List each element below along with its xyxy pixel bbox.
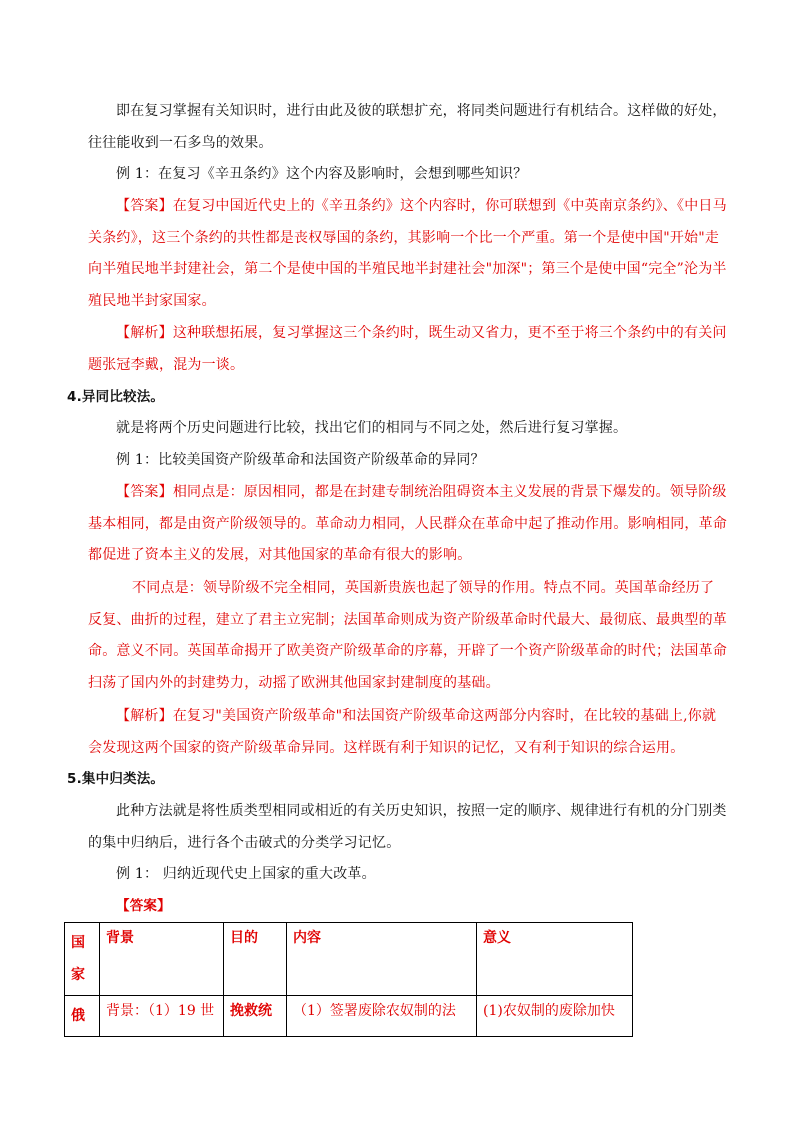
example-1-question-text: 例 1：在复习《辛丑条约》这个内容及影响时，会想到哪些知识？	[116, 166, 528, 182]
example-1-answer	[88, 191, 728, 317]
header-background: 背景	[100, 923, 224, 996]
table-header-row	[65, 923, 633, 996]
example-1-answer-text: 在复习中国近代史上的《辛丑条约》这个内容时，你可联想到《中英南京条约》、《中日马关条约》，这三个条约的共性都是丧权辱国的条约，其影响一个比一个严重。第一个是使中国"开始"走向半殖民地半封建社会，第二个是使中国的半殖民地半封建社会"加深"；第三个是使中国“完全”沦为半殖民地半封家国家。	[88, 198, 727, 309]
paragraph-intro	[88, 96, 728, 159]
paragraph-intro-text: 即在复习掌握有关知识时，进行由此及彼的联想扩充，将同类问题进行有机结合。这样做的好处，往往能收到一石多鸟的效果。	[88, 103, 727, 151]
example-4-answer	[88, 477, 728, 572]
example-5-question	[88, 859, 728, 891]
header-content: 内容	[287, 923, 477, 996]
cell-aim-text: 挽救统	[230, 1003, 272, 1019]
example-1-question	[88, 159, 728, 191]
paragraph-section-4	[88, 413, 728, 445]
header-meaning: 意义	[477, 923, 633, 996]
cell-country: 俄	[65, 996, 100, 1037]
cell-meaning-text: (1)农奴制的废除加快	[483, 1003, 615, 1019]
example-4-difference-text: 不同点是：领导阶级不完全相同，英国新贵族也起了领导的作用。特点不同。英国革命经历了反复、曲折的过程，建立了君主立宪制；法国革命则成为资产阶级革命时代最大、最彻底、最典型的革命。意义不同。英国革命揭开了欧美资产阶级革命的序幕，开辟了一个资产阶级革命的时代；法国革命扫荡了国内外的封建势力，动摇了欧洲其他国家封建制度的基础。	[88, 580, 727, 691]
section-heading-4: 4.异同比较法。	[67, 389, 165, 405]
cell-background	[100, 996, 224, 1037]
example-5-answer-tag: 【答案】	[116, 898, 171, 914]
answer-tag: 【答案】	[116, 484, 173, 500]
example-4-analysis	[88, 701, 728, 764]
paragraph-section-4-text: 就是将两个历史问题进行比较，找出它们的相同与不同之处，然后进行复习掌握。	[116, 420, 628, 436]
example-4-difference	[88, 573, 728, 699]
header-aim: 目的	[224, 923, 287, 996]
table-row	[65, 996, 633, 1037]
cell-content	[287, 996, 477, 1037]
example-4-question-text: 例 1：比较美国资产阶级革命和法国资产阶级革命的异同？	[116, 452, 485, 468]
cell-meaning	[477, 996, 633, 1037]
section-heading-5: 5.集中归类法。	[67, 771, 165, 787]
reform-table	[64, 922, 633, 1037]
example-1-analysis-text: 这种联想拓展，复习掌握这三个条约时，既生动又省力，更不至于将三个条约中的有关问题张冠李戴，混为一谈。	[88, 325, 727, 373]
cell-background-text: 背景：（1）19 世	[106, 1003, 215, 1019]
example-1-analysis	[88, 318, 728, 381]
example-4-question	[88, 445, 728, 477]
example-4-analysis-text: 在复习"美国资产阶级革命"和法国资产阶级革命这两部分内容时，在比较的基础上,你就会发现这两个国家的资产阶级革命异同。这样既有利于知识的记忆，又有利于知识的综合运用。	[88, 708, 717, 756]
header-country	[65, 923, 100, 996]
header-country-text: 国家	[71, 935, 85, 983]
example-4-answer-text: 相同点是：原因相同，都是在封建专制统治阻碍资本主义发展的背景下爆发的。领导阶级基本相同，都是由资产阶级领导的。革命动力相同，人民群众在革命中起了推动作用。影响相同，革命都促进了资本主义的发展，对其他国家的革命有很大的影响。	[88, 484, 727, 563]
analysis-tag: 【解析】	[116, 708, 173, 724]
example-5-question-text: 例 1： 归纳近现代史上国家的重大改革。	[116, 866, 376, 882]
answer-tag: 【答案】	[116, 198, 173, 214]
cell-content-text: （1）签署废除农奴制的法	[293, 1003, 456, 1019]
paragraph-section-5-text: 此种方法就是将性质类型相同或相近的有关历史知识，按照一定的顺序、规律进行有机的分门别类的集中归纳后，进行各个击破式的分类学习记忆。	[88, 803, 727, 851]
cell-aim	[224, 996, 287, 1037]
paragraph-section-5	[88, 796, 728, 859]
analysis-tag: 【解析】	[116, 325, 173, 341]
